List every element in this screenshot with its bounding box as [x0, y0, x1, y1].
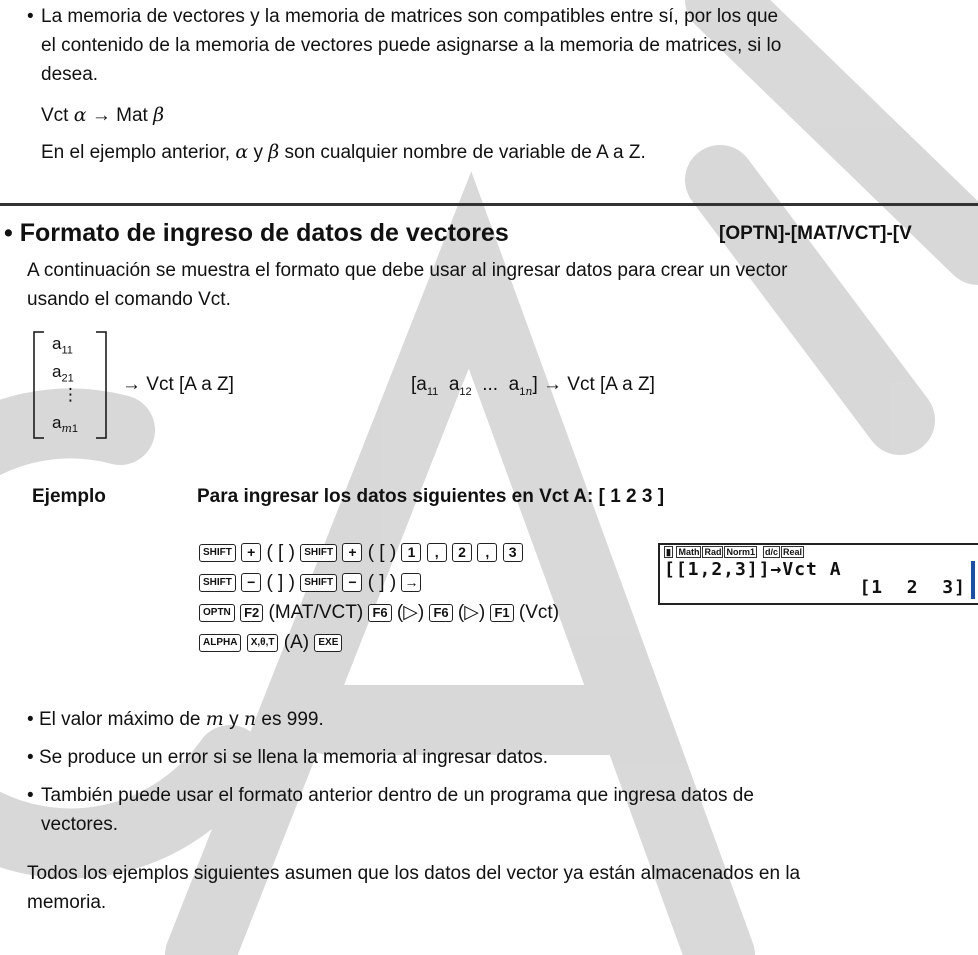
section-desc-line-2: usando el comando Vct. [27, 289, 231, 310]
intro-note: En el ejemplo anterior, α y β son cualquier nombre de variable de A a Z. [41, 141, 646, 163]
shift-key[interactable]: SHIFT [199, 574, 236, 592]
intro-line-3: desea. [41, 64, 99, 85]
row-vector-assign: [$a_{11}$ $a_{12}$ ... $a_{1n}$] → Vct [A a Z] [411, 374, 655, 398]
footer-line-2: memoria. [27, 892, 107, 913]
f6-key[interactable]: F6 [368, 604, 391, 622]
note-2: • Se produce un error si se llena la memoria al ingresar datos. [27, 747, 548, 768]
status-real: Real [783, 547, 803, 557]
example-label: Ejemplo [32, 486, 106, 507]
intro-paragraph [41, 2, 971, 89]
status-dc: d/c [765, 547, 779, 557]
minus-key[interactable]: − [342, 573, 362, 592]
status-rad: Rad [704, 547, 722, 557]
column-entry-1: $a_{11}$ [52, 334, 73, 357]
optn-key[interactable]: OPTN [199, 604, 235, 622]
key-row-1: SHIFT + ( [ ) SHIFT + ( [ ) 1 , 2 , 3 [199, 538, 559, 568]
calculator-screen [658, 543, 978, 605]
formula-vct-to-mat: Vct α → Mat β [41, 104, 165, 126]
column-vector-assign: → Vct [A a Z] [122, 374, 234, 395]
section-description [27, 256, 972, 314]
battery-icon: ▮ [666, 547, 671, 557]
column-entry-dots: ⋮ [62, 385, 79, 404]
status-norm: Norm1 [726, 547, 755, 557]
comma-key[interactable]: , [477, 543, 497, 562]
plus-key[interactable]: + [342, 543, 362, 562]
assign-arrow-key[interactable]: → [401, 573, 421, 592]
two-key[interactable]: 2 [452, 543, 472, 562]
alpha-key[interactable]: ALPHA [199, 634, 241, 652]
plus-key[interactable]: + [241, 543, 261, 562]
footer-line-1: Todos los ejemplos siguientes asumen que los datos del vector ya están almacenados en la [27, 863, 801, 884]
shift-key[interactable]: SHIFT [300, 574, 337, 592]
section-divider [0, 203, 978, 206]
three-key[interactable]: 3 [503, 543, 523, 562]
x-theta-t-key[interactable]: X,θ,T [247, 634, 279, 652]
f2-key[interactable]: F2 [240, 604, 263, 622]
screen-cursor-bar [971, 561, 975, 599]
key-row-2: SHIFT − ( ] ) SHIFT − ( ] ) → [199, 568, 559, 598]
status-math: Math [678, 547, 700, 557]
exe-key[interactable]: EXE [314, 634, 342, 652]
shift-key[interactable]: SHIFT [199, 544, 236, 562]
intro-line-1: La memoria de vectores y la memoria de matrices son compatibles entre sí, por los que [41, 6, 779, 27]
note-3: También puede usar el formato anterior dentro de un programa que ingresa datos de vectores. [41, 785, 754, 835]
key-row-4: ALPHA X,θ,T (A) EXE [199, 628, 559, 658]
note-3-bullet: • [27, 785, 34, 806]
intro-line-2: el contenido de la memoria de vectores puede asignarse a la memoria de matrices, si lo [41, 35, 782, 56]
example-description: Para ingresar los datos siguientes en Vct A: [ 1 2 3 ] [197, 486, 665, 507]
key-sequence [199, 538, 559, 658]
section-menu-path: [OPTN]-[MAT/VCT]-[V [719, 223, 912, 244]
screen-status-bar [660, 545, 978, 560]
footer-paragraph [27, 859, 972, 917]
one-key[interactable]: 1 [401, 543, 421, 562]
section-heading: • Formato de ingreso de datos de vectores [4, 219, 509, 247]
key-row-3: OPTN F2 (MAT/VCT) F6 (▷) F6 (▷) F1 (Vct) [199, 598, 559, 628]
column-entry-m: $a_{m1}$ [52, 413, 79, 436]
column-entry-2: $a_{21}$ [52, 362, 74, 385]
section-desc-line-1: A continuación se muestra el formato que debe usar al ingresar datos para crear un vector [27, 260, 788, 281]
f1-key[interactable]: F1 [490, 604, 513, 622]
intro-bullet: • [27, 6, 34, 27]
screen-result-line: [1 2 3] [859, 577, 966, 598]
screen-input-line: [[1,2,3]]→Vct A [664, 559, 842, 580]
shift-key[interactable]: SHIFT [300, 544, 337, 562]
column-vector [32, 330, 108, 440]
comma-key[interactable]: , [427, 543, 447, 562]
minus-key[interactable]: − [241, 573, 261, 592]
note-1: • El valor máximo de m y n es 999. [27, 708, 324, 730]
f6-key[interactable]: F6 [429, 604, 452, 622]
